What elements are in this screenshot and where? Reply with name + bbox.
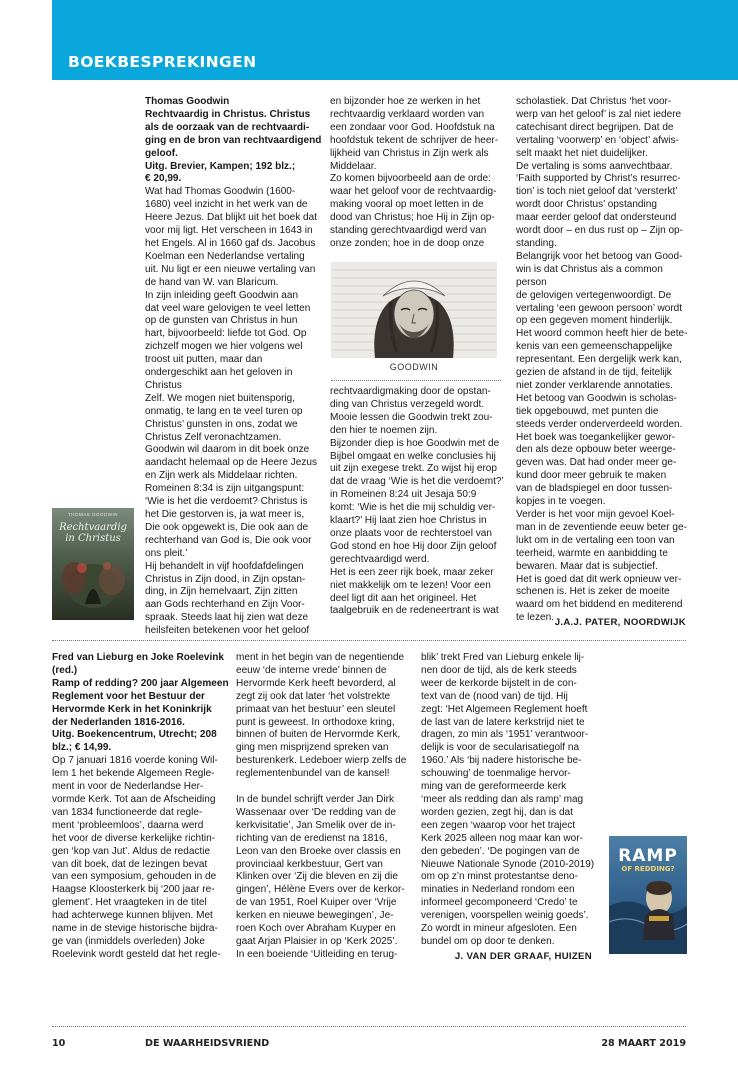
review2-text-line: ming van de gereformeerde kerk (421, 781, 567, 793)
review1-cover-author: THOMAS GOODWIN (68, 512, 118, 517)
review1-text-line: teerheid, warmte en aanbidding te (516, 547, 668, 559)
review1-text-line: lijkheid van Christus in Zijn werk als (330, 147, 489, 159)
review1-text-line: selt maakt het niet duidelijker. (516, 147, 648, 159)
review2-book-meta (52, 652, 232, 755)
review1-text-line: ons pleit.’ (145, 547, 188, 559)
review1-text-line: rechterhand van God is, Die ook voor (145, 534, 312, 546)
review2-column2 (236, 652, 412, 962)
review2-text-line: In de bundel schrijft verder Jan Dirk (236, 793, 395, 805)
review1-text-line: Romeinen 8:34 is zijn uitgangspunt: (145, 483, 305, 495)
review2-text-line: text van de (nood van) de tijd. Hij (421, 690, 568, 702)
review1-text-line: bewaren. Maar dat is subjectief. (516, 560, 658, 572)
review2-text-line: ment in voor de Nederlandse Her- (52, 781, 204, 793)
goodwin-portrait (331, 262, 497, 358)
review2-text-line: Op 7 januari 1816 voerde koning Wil- (52, 755, 218, 767)
review1-text-line: hoofdstuk tekent de schrijver de heer- (330, 134, 499, 146)
review2-column3 (421, 652, 599, 949)
review1-text-line: uit zijn exegese trekt. Zo wijst hij erop (330, 463, 497, 475)
review2-text-line: van een symposium, gehouden in de (52, 871, 217, 883)
review2-text-line: Zo wordt in mineur afgesloten. Een (421, 923, 577, 935)
review1-text-line: aandacht helemaal op de Heere Jezus (145, 457, 318, 469)
review2-text-line: provinciaal kerkbestuur, Gert van (236, 858, 383, 870)
review2-text-line: lem 1 het bekende Algemeen Regle- (52, 768, 215, 780)
review1-text-line: werp van het geloof’ is zal niet iedere (516, 108, 682, 120)
review1-text-line: maar eerder geloof dat ondersteund (516, 212, 677, 224)
footer-divider (52, 1026, 686, 1027)
review2-text-line: verenigen, voorspellen weinig goeds’. (421, 910, 589, 922)
review1-meta-line: geloof. (145, 147, 178, 159)
review1-text-line: op een gegeven moment hinderlijk. (516, 315, 673, 327)
review2-text-line: bundel om op door te denken. (421, 935, 555, 947)
review2-text-line: kerkvisitatie’, Jan Smelik over de in- (236, 819, 396, 831)
review1-text-line: komt: ‘Wie is het die mij schuldig ver- (330, 502, 496, 514)
review1-text-line: Die ook opgewekt is, Die ook aan de (145, 521, 309, 533)
review2-text-line: den gebeden’. ‘De pogingen van de (421, 845, 580, 857)
review2-meta-line: Uitg. Boekencentrum, Utrecht; 208 (52, 729, 217, 741)
review1-text-line: en Zijn werk als Middelaar richten. (145, 470, 298, 482)
review1-text-line: gerechtvaardigd werd. (330, 553, 430, 565)
review2-text-line: Kerk 2025 alleen nog maar kan wor- (421, 832, 583, 844)
review1-text-line: ‘Faith supported by Christ’s resurrec- (516, 173, 681, 185)
review1-meta-line: € 20,99. (145, 173, 182, 185)
review1-text-line: Zo komen bijvoorbeeld aan de orde: (330, 173, 491, 185)
review1-book-meta (145, 96, 323, 186)
magazine-name: DE WAARHEIDSVRIEND (145, 1038, 270, 1049)
review2-text-line: punt is geweest. In orthodoxe kring, (236, 716, 395, 728)
review2-text-line: de van 1951, Roel Kuiper over ‘Vrije (236, 897, 397, 909)
review1-text-line: de gelovigen vertegenwoordigt. De (516, 289, 672, 301)
review1-text-line: God stond en hoe Hij door Zijn geloof (330, 540, 497, 552)
review2-cover-title-line2: OF REDDING? (621, 865, 675, 873)
review1-text-line: waard om het biddend en mediterend (516, 599, 683, 611)
review2-text-line: ment in het begin van de negentiende (236, 652, 405, 663)
review1-text-line: Hij behandelt in vijf hoofdafdelingen (145, 560, 304, 572)
review1-text-line: Het woord common heeft hier de bete- (516, 328, 688, 340)
review2-text-line: zegt: ‘Het Algemeen Reglement hoeft (421, 703, 588, 715)
portrait-caption: GOODWIN (389, 362, 439, 372)
review2-signature: J. VAN DER GRAAF, HUIZEN (454, 951, 592, 962)
review2-text-line: binnen of buiten de Hervormde Kerk, (236, 729, 401, 741)
review1-text-line: steeds verder onderverdeeld worden. (516, 418, 683, 430)
review2-text-line: vormde Kerk. Tot aan de Afscheiding (52, 793, 216, 805)
review1-text-line: in Romeinen 8:24 uit Jesaja 50:9 (330, 489, 477, 501)
review2-text-line: kerken en nieuwe bewegingen’, Je- (236, 910, 394, 922)
review1-text-line: tion’ is toch niet geloof dat ‘versterkt’ (516, 186, 678, 198)
review2-meta-line: Reglement voor het Bestuur der (52, 690, 205, 702)
review2-text-line: de last van de latere kerkstrijd niet te (421, 716, 585, 728)
review1-text-line: De vertaling is soms aanvechtbaar. (516, 160, 673, 172)
review2-text-line: Klinken over ‘Zij die bleven en zij die (236, 871, 398, 883)
review1-text-line: making vooral op moet letten in de (330, 199, 484, 211)
review1-text-line: en bijzonder hoe ze werken in het (330, 96, 481, 107)
page-number: 10 (52, 1038, 66, 1049)
review1-text-line: Verder is het voor mijn gevoel Koel- (516, 509, 675, 520)
review1-text-line: ‘Wie is het die verdoemt? Christus is (145, 496, 308, 508)
review1-text-line: een zondaar voor God. Hoofdstuk na (330, 121, 495, 133)
review2-text-line: minaties in Nederland rondom een (421, 884, 575, 896)
review1-text-line: standing. (516, 237, 557, 249)
review1-text-line: gezien de afstand in de tijd, feitelijk (516, 367, 672, 379)
review2-text-line: Nieuwe Nationale Synode (2010-2019) (421, 858, 595, 870)
review1-text-line: Bijzonder diep is hoe Goodwin met de (330, 437, 500, 449)
review1-text-line: win is dat Christus als a common person (516, 263, 663, 288)
review1-column3 (516, 96, 692, 625)
review2-meta-line: der Nederlanden 1816-2016. (52, 716, 185, 728)
review1-text-line: spraak. Steeds laat hij zien wat deze (145, 612, 309, 624)
review1-text-line: Christus Zelf veronachtzamen. (145, 431, 282, 443)
review1-text-line: Goodwin wil daarom in dit boek onze (145, 444, 310, 456)
review1-meta-line: Thomas Goodwin (145, 96, 230, 107)
review1-text-line: man in de zeventiende eeuw beter ge- (516, 521, 687, 533)
review2-column1 (52, 652, 232, 962)
review2-text-line: zegt zij ook dat later ‘het volstrekte (236, 690, 391, 702)
review2-meta-line: Fred van Lieburg en Joke Roelevink (52, 652, 224, 663)
review2-text-line: roen Koch over Abraham Kuyper en (236, 923, 396, 935)
review2-text-line: van dit boek, dat de lezingen bevat (52, 858, 208, 870)
review1-text-line: standing gerechtvaardigd werd van (330, 225, 487, 237)
review1-text-line: catechisant direct begrijpen. Dat de (516, 121, 674, 133)
review1-text-line: waar het geloof voor de rechtvaardig- (330, 186, 497, 198)
review1-text-line: In zijn inleiding geeft Goodwin aan (145, 289, 299, 301)
review2-text-line: gingen’, Hélène Evers over de kerkor- (236, 884, 405, 896)
section-title: BOEKBESPREKINGEN (68, 53, 257, 71)
portrait-divider (331, 380, 501, 381)
review1-text-line: rechtvaardig verklaard worden van (330, 108, 485, 120)
review1-text-line: deel ligt dit aan het origineel. Het (330, 592, 477, 604)
review1-text-line: vertaling ‘een gewoon persoon’ wordt (516, 302, 683, 314)
review2-text-line: Roelevink wordt gesteld dat het regle- (52, 948, 221, 960)
review1-signature: J.A.J. PATER, NOORDWIJK (554, 617, 686, 628)
review1-text-line: scholastiek. Dat Christus ‘het voor- (516, 96, 672, 107)
review2-text-line: ging men misprijzend spreken van (236, 742, 389, 754)
review2-text-line: gen ‘kop van Jut’. Aldus de redactie (52, 845, 211, 857)
review1-text-line: kund door meer gebruik te maken (516, 470, 667, 482)
review-divider (52, 640, 686, 641)
review1-text-line: Het is goed dat dit werk opnieuw ver- (516, 573, 682, 585)
review1-text-line: niet makkelijk om te lezen! Voor een (330, 579, 491, 591)
review1-book-cover (52, 508, 134, 620)
review1-text-line: kopjes in te voegen. (516, 496, 606, 508)
review1-text-line: dat de vraag ‘Wie is het die verdoemt?’ (330, 476, 504, 488)
review1-text-line: Het betoog van Goodwin is scholas- (516, 392, 677, 404)
review1-text-line: onmatig, te lang en te veel turen op (145, 405, 303, 417)
issue-date: 28 MAART 2019 (601, 1038, 686, 1049)
review2-text-line: weer de kerkorde bijstelt in de con- (421, 677, 577, 689)
review1-text-line: wordt door Christus’ opstanding (516, 199, 657, 211)
review2-text-line: Wassenaar over ‘De redding van de (236, 806, 396, 818)
review2-text-line: Leon van den Broeke over classis en (236, 845, 401, 857)
review1-text-line: Het boek was toegankelijker gewor- (516, 431, 676, 443)
review2-text-line: nen door de tijd, als de kerk steeds (421, 664, 577, 676)
review1-text-line: 1680) veel inzicht in het werk van de (145, 199, 308, 211)
review1-text-line: voor mij ligt. Het verscheen in 1643 in (145, 225, 313, 237)
review1-text-line: het Die gestorven is, ja wat meer is, (145, 509, 305, 520)
review1-meta-line: Rechtvaardig in Christus. Christus (145, 108, 311, 120)
review1-body-col1 (145, 186, 323, 638)
review2-text-line: een zegen ‘waarop voor het traject (421, 819, 576, 831)
review1-text-line: rechtvaardigmaking door de opstan- (330, 386, 491, 397)
review2-text-line (236, 781, 412, 794)
review2-body-col1 (52, 755, 232, 962)
review1-text-line: Heere Jezus. Dat blijkt uit het boek dat (145, 212, 318, 224)
review2-text-line: Haagse Kloosterkerk bij ‘200 jaar re- (52, 884, 215, 896)
review1-text-line: schenen is. Het is zeker de moeite (516, 586, 670, 598)
review1-text-line: representant. Een dergelijk werk kan, (516, 354, 682, 366)
review2-text-line: worden gezien, zegt hij, dan is dat (421, 806, 573, 818)
review1-text-line: Christus’ gunsten in ons, zodat we (145, 418, 298, 430)
section-header-bar (52, 0, 738, 80)
review1-text-line: heilsfeiten betekenen voor het geloof (145, 625, 310, 637)
review1-text-line: vertaling ‘voorwerp’ en ‘object’ afwis- (516, 134, 679, 146)
review1-text-line: taalgebruik en de redeneertrant is wat (330, 605, 499, 617)
review1-text-line: kenis van een gemeenschappelijke (516, 341, 673, 353)
review2-text-line: had achterwege kunnen blijven. Met (52, 910, 213, 922)
review1-text-line: onze plaats voor de rechterstoel van (330, 527, 492, 539)
review2-text-line: gaat Arjan Plaisier in op ‘Kerk 2025’. (236, 935, 398, 947)
review2-text-line: blik’ trekt Fred van Lieburg enkele lij- (421, 652, 585, 663)
review1-text-line: tiek opgebouwd, met punten die (516, 405, 659, 417)
review2-text-line: van 1834 functioneerde dat regle- (52, 806, 203, 818)
review1-text-line: ding, in Zijn hemelvaart, Zijn zitten (145, 586, 298, 598)
review1-text-line: te lezen. (516, 612, 554, 624)
review1-text-line: Christus in Zijn dood, in Zijn opstan- (145, 573, 306, 585)
review1-text-line: dat veel ware gelovigen te veel letten (145, 302, 311, 314)
review2-text-line: delijk is voor de secularisatiegolf na (421, 742, 580, 754)
review2-text-line: primaat van het bestuur’ een sleutel (236, 703, 396, 715)
review2-text-line: ‘meer als redding dan als ramp’ mag (421, 793, 584, 805)
review1-text-line: Mooie lessen die Goodwin trekt zou- (330, 411, 493, 423)
review2-text-line: schouwing’ de toenmalige hervor- (421, 768, 571, 780)
review1-meta-line: Uitg. Brevier, Kampen; 192 blz.; (145, 160, 296, 172)
review2-text-line: Hervormde Kerk heeft bevorderd, al (236, 677, 396, 689)
review2-text-line: name in de stevige historische bijdra- (52, 923, 218, 935)
review2-text-line: dragen, zo min als ‘1951’ verantwoor- (421, 729, 589, 741)
review1-text-line: dood van Christus; hoe Hij in Zijn op- (330, 212, 495, 224)
review2-cover-title-line1: RAMP (618, 846, 678, 866)
review2-text-line: In een boeiende ‘Uitleiding en terug- (236, 948, 398, 960)
goodwin-portrait-art (331, 262, 497, 358)
review2-meta-line: blz.; € 14,99. (52, 742, 112, 754)
review1-text-line: Wat had Thomas Goodwin (1600- (145, 186, 296, 198)
review1-text-line: troost uit putten, maar dan ondergeschikt aan het geloven in Christus (145, 354, 293, 391)
review1-column1 (145, 96, 323, 638)
review2-text-line: informeel gecomponeerd ‘Credo’ te (421, 897, 578, 909)
review1-text-line: van de bladspiegel en door tussen- (516, 483, 673, 495)
review2-text-line: besturenkerk. Ledeboer wierp zelfs de (236, 755, 407, 767)
review1-meta-line: als de oorzaak van de rechtvaardi- (145, 121, 310, 133)
review2-text-line: ge van (inmiddels overleden) Joke (52, 935, 206, 947)
review2-meta-line: Hervormde Kerk in het Koninkrijk (52, 703, 212, 715)
review1-cover-title: Rechtvaardig in Christus (59, 522, 127, 544)
review2-text-line: reglementenbundel van de kansel! (236, 768, 390, 780)
review1-meta-line: ging en de bron van rechtvaardigend (145, 134, 322, 146)
review1-text-line: Middelaar. (330, 160, 377, 172)
review1-text-line: Bijbel omgaat en welke conclusies hij (330, 450, 496, 462)
review1-text-line: wordt door – en dus rust op – Zijn op- (516, 225, 683, 237)
review1-column2-bottom (330, 386, 506, 618)
review1-text-line: Belangrijk voor het betoog van Good- (516, 250, 683, 262)
review1-text-line: zichzelf mogen we hier volgens wel (145, 341, 303, 353)
review2-text-line: richting van de eredienst na 1816, (236, 832, 388, 844)
review1-text-line: de hand van W. van Blaricum. (145, 276, 279, 288)
review1-text-line: aan Gods rechterhand en Zijn Voor- (145, 599, 305, 611)
review2-text-line: eeuw ‘de interne vrede’ binnen de (236, 664, 387, 676)
review1-text-line: hart, bijvoorbeeld: liefde tot God. Op (145, 328, 307, 340)
review1-text-line: geven was. Dat had onder meer ge- (516, 457, 677, 469)
review1-text-line: den hier te noemen zijn. (330, 424, 438, 436)
review2-book-cover (609, 836, 687, 954)
review1-text-line: niet zonder verklarende annotaties. (516, 379, 673, 391)
review2-meta-line: (red.) (52, 664, 78, 676)
review1-text-line: het Engels. Al in 1660 gaf ds. Jacobus (145, 237, 316, 249)
review1-text-line: klaart?’ Hij laat zien hoe Christus in (330, 515, 487, 527)
review1-text-line: uit. Nu ligt er een nieuwe vertaling van (145, 263, 316, 275)
review1-text-line: Het is een zeer rijk boek, maar zeker (330, 566, 494, 578)
review2-text-line: het voor de diverse kerkelijke richtin- (52, 832, 216, 844)
review1-text-line: lukt om in de vertaling een toon van (516, 534, 675, 546)
review1-text-line: Koelman een Nederlandse vertaling (145, 250, 305, 262)
review2-text-line: om op z’n minst protestantse deno- (421, 871, 578, 883)
review1-text-line: ding van Christus verzegeld wordt. (330, 398, 485, 410)
review2-text-line: glement’. Het vraagteken in de titel (52, 897, 207, 909)
review1-text-line: onze zonden; hoe in de doop onze (330, 237, 485, 249)
review1-column2-top (330, 96, 506, 251)
review1-text-line: den als deze opbouw beter weerge- (516, 444, 676, 456)
review2-text-line: 1960.’ Als ‘bij nadere historische be- (421, 755, 582, 767)
review2-meta-line: Ramp of redding? 200 jaar Algemeen (52, 677, 229, 689)
review2-text-line: ment ‘probleemloos’, daarna werd (52, 819, 204, 831)
review1-text-line: Zelf. We mogen niet buitensporig, (145, 392, 296, 404)
review1-text-line: op de gunsten van Christus in hun (145, 315, 298, 327)
